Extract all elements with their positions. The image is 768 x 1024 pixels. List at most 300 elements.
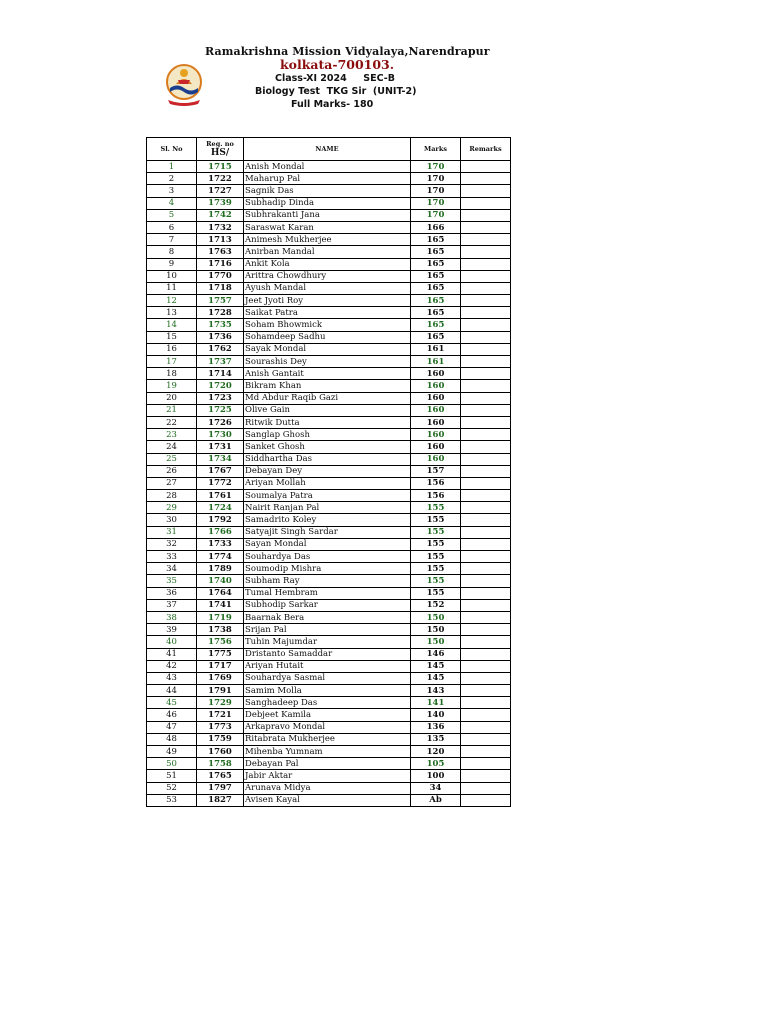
row-marks: 165 [411,270,461,282]
row-student-name: Srijan Pal [244,624,411,636]
row-remarks [461,246,511,258]
row-marks: 155 [411,563,461,575]
table-row [147,758,511,770]
row-student-name: Anish Mondal [244,161,411,173]
row-student-name: Sayak Mondal [244,343,411,355]
row-sl-number: 22 [147,416,197,428]
row-student-name: Dristanto Samaddar [244,648,411,660]
row-marks: 155 [411,538,461,550]
row-sl-number: 28 [147,490,197,502]
row-reg-number: 1726 [197,416,244,428]
row-reg-number: 1792 [197,514,244,526]
row-remarks [461,429,511,441]
row-remarks [461,209,511,221]
row-marks: 156 [411,477,461,489]
row-remarks [461,672,511,684]
table-row [147,624,511,636]
row-remarks [461,380,511,392]
table-row [147,392,511,404]
row-reg-number: 1728 [197,307,244,319]
row-sl-number: 8 [147,246,197,258]
row-student-name: Bikram Khan [244,380,411,392]
row-student-name: Subhrakanti Jana [244,209,411,221]
row-remarks [461,282,511,294]
row-remarks [461,319,511,331]
row-marks: 160 [411,404,461,416]
row-sl-number: 4 [147,197,197,209]
row-reg-number: 1773 [197,721,244,733]
row-student-name: Samadrito Koley [244,514,411,526]
row-remarks [461,685,511,697]
row-sl-number: 1 [147,161,197,173]
row-sl-number: 46 [147,709,197,721]
row-student-name: Subham Ray [244,575,411,587]
row-remarks [461,746,511,758]
row-remarks [461,356,511,368]
row-reg-number: 1725 [197,404,244,416]
table-row [147,270,511,282]
row-marks: 170 [411,185,461,197]
row-student-name: Satyajit Singh Sardar [244,526,411,538]
row-reg-number: 1717 [197,660,244,672]
row-reg-number: 1767 [197,465,244,477]
row-reg-number: 1729 [197,697,244,709]
row-sl-number: 32 [147,538,197,550]
row-reg-number: 1741 [197,599,244,611]
row-sl-number: 11 [147,282,197,294]
row-reg-number: 1740 [197,575,244,587]
row-reg-number: 1758 [197,758,244,770]
mission-emblem-icon [164,62,204,106]
row-remarks [461,453,511,465]
row-remarks [461,721,511,733]
table-row [147,221,511,233]
col-header-sl: Sl. No [147,138,197,161]
table-row [147,611,511,623]
row-reg-number: 1721 [197,709,244,721]
table-row [147,575,511,587]
row-sl-number: 35 [147,575,197,587]
table-body [147,161,511,807]
row-sl-number: 34 [147,563,197,575]
table-row [147,356,511,368]
row-reg-number: 1733 [197,538,244,550]
row-student-name: Maharup Pal [244,173,411,185]
row-sl-number: 3 [147,185,197,197]
row-remarks [461,502,511,514]
row-sl-number: 43 [147,672,197,684]
row-remarks [461,611,511,623]
row-marks: 140 [411,709,461,721]
row-remarks [461,636,511,648]
table-row [147,453,511,465]
row-marks: 160 [411,416,461,428]
table-row [147,721,511,733]
row-remarks [461,441,511,453]
row-sl-number: 31 [147,526,197,538]
row-sl-number: 30 [147,514,197,526]
row-student-name: Saraswat Karan [244,221,411,233]
row-sl-number: 53 [147,794,197,806]
row-marks: 160 [411,368,461,380]
row-marks: 141 [411,697,461,709]
row-marks: 155 [411,526,461,538]
col-header-reg [197,138,244,161]
row-student-name: Ariyan Hutait [244,660,411,672]
row-reg-number: 1742 [197,209,244,221]
table-row [147,161,511,173]
row-reg-number: 1791 [197,685,244,697]
table-row [147,197,511,209]
row-student-name: Soumodip Mishra [244,563,411,575]
row-sl-number: 2 [147,173,197,185]
table-row [147,465,511,477]
row-sl-number: 9 [147,258,197,270]
row-reg-number: 1739 [197,197,244,209]
row-remarks [461,526,511,538]
table-row [147,551,511,563]
table-row [147,246,511,258]
row-sl-number: 20 [147,392,197,404]
row-sl-number: 5 [147,209,197,221]
row-student-name: Subhadip Dinda [244,197,411,209]
row-sl-number: 23 [147,429,197,441]
row-remarks [461,270,511,282]
row-marks: 161 [411,343,461,355]
row-student-name: Arkapravo Mondal [244,721,411,733]
row-reg-number: 1732 [197,221,244,233]
row-reg-number: 1827 [197,794,244,806]
document-header [0,40,768,120]
row-reg-number: 1722 [197,173,244,185]
row-student-name: Sayan Mondal [244,538,411,550]
row-student-name: Sanglap Ghosh [244,429,411,441]
row-sl-number: 29 [147,502,197,514]
table-row [147,746,511,758]
row-student-name: Anirban Mandal [244,246,411,258]
row-remarks [461,307,511,319]
row-marks: 170 [411,173,461,185]
row-reg-number: 1756 [197,636,244,648]
row-remarks [461,563,511,575]
row-marks: Ab [411,794,461,806]
row-reg-number: 1719 [197,611,244,623]
row-sl-number: 13 [147,307,197,319]
row-marks: 157 [411,465,461,477]
table-row [147,563,511,575]
row-sl-number: 25 [147,453,197,465]
row-reg-number: 1714 [197,368,244,380]
row-remarks [461,465,511,477]
row-sl-number: 48 [147,733,197,745]
row-student-name: Siddhartha Das [244,453,411,465]
row-marks: 145 [411,660,461,672]
row-reg-number: 1720 [197,380,244,392]
table-row [147,343,511,355]
row-sl-number: 15 [147,331,197,343]
row-marks: 160 [411,441,461,453]
row-remarks [461,490,511,502]
table-row [147,514,511,526]
row-student-name: Sanghadeep Das [244,697,411,709]
row-marks: 100 [411,770,461,782]
col-header-name: NAME [244,138,411,161]
row-reg-number: 1759 [197,733,244,745]
row-student-name: Samim Molla [244,685,411,697]
row-sl-number: 19 [147,380,197,392]
row-student-name: Sagnik Das [244,185,411,197]
row-student-name: Olive Gain [244,404,411,416]
row-reg-number: 1738 [197,624,244,636]
row-reg-number: 1775 [197,648,244,660]
table-row [147,526,511,538]
row-remarks [461,331,511,343]
row-remarks [461,258,511,270]
row-marks: 150 [411,611,461,623]
table-row [147,234,511,246]
row-remarks [461,343,511,355]
row-sl-number: 45 [147,697,197,709]
table-row [147,477,511,489]
table-row [147,307,511,319]
table-row [147,209,511,221]
table-header-row [147,138,511,161]
row-marks: 152 [411,599,461,611]
row-student-name: Ritabrata Mukherjee [244,733,411,745]
row-marks: 156 [411,490,461,502]
row-remarks [461,368,511,380]
row-marks: 145 [411,672,461,684]
row-marks: 150 [411,624,461,636]
row-student-name: Ariyan Mollah [244,477,411,489]
marks-table [146,137,511,807]
row-student-name: Souhardya Das [244,551,411,563]
table-row [147,429,511,441]
row-marks: 160 [411,453,461,465]
row-sl-number: 33 [147,551,197,563]
row-sl-number: 24 [147,441,197,453]
row-student-name: Baarnak Bera [244,611,411,623]
row-remarks [461,660,511,672]
row-remarks [461,758,511,770]
row-marks: 160 [411,429,461,441]
row-marks: 165 [411,282,461,294]
row-marks: 165 [411,258,461,270]
row-reg-number: 1770 [197,270,244,282]
table-row [147,416,511,428]
row-reg-number: 1761 [197,490,244,502]
row-remarks [461,185,511,197]
table-row [147,672,511,684]
row-marks: 105 [411,758,461,770]
full-marks: Full Marks- 180 [291,99,374,110]
row-student-name: Debjeet Kamila [244,709,411,721]
row-sl-number: 12 [147,295,197,307]
row-reg-number: 1769 [197,672,244,684]
row-student-name: Arunava Midya [244,782,411,794]
row-sl-number: 26 [147,465,197,477]
row-student-name: Jeet Jyoti Roy [244,295,411,307]
row-sl-number: 27 [147,477,197,489]
row-sl-number: 38 [147,611,197,623]
row-sl-number: 40 [147,636,197,648]
row-student-name: Subhodip Sarkar [244,599,411,611]
table-row [147,685,511,697]
row-sl-number: 6 [147,221,197,233]
col-header-marks: Marks [411,138,461,161]
class-section: Class-XI 2024 SEC-B [275,73,395,84]
row-marks: 160 [411,380,461,392]
row-reg-number: 1797 [197,782,244,794]
row-remarks [461,575,511,587]
row-marks: 166 [411,221,461,233]
row-reg-number: 1730 [197,429,244,441]
row-remarks [461,538,511,550]
row-student-name: Sourashis Dey [244,356,411,368]
row-reg-number: 1734 [197,453,244,465]
table-row [147,441,511,453]
table-row [147,185,511,197]
row-marks: 135 [411,733,461,745]
table-row [147,380,511,392]
row-marks: 165 [411,331,461,343]
row-remarks [461,697,511,709]
row-marks: 150 [411,636,461,648]
row-remarks [461,197,511,209]
row-reg-number: 1764 [197,587,244,599]
row-remarks [461,599,511,611]
row-reg-number: 1735 [197,319,244,331]
row-remarks [461,514,511,526]
test-title: Biology Test TKG Sir (UNIT-2) [255,86,417,97]
row-remarks [461,624,511,636]
row-student-name: Debayan Dey [244,465,411,477]
row-remarks [461,173,511,185]
row-remarks [461,234,511,246]
row-reg-number: 1715 [197,161,244,173]
row-reg-number: 1713 [197,234,244,246]
row-remarks [461,770,511,782]
row-student-name: Debayan Pal [244,758,411,770]
table-row [147,599,511,611]
row-remarks [461,221,511,233]
table-row [147,636,511,648]
row-sl-number: 47 [147,721,197,733]
row-sl-number: 10 [147,270,197,282]
row-marks: 160 [411,392,461,404]
row-remarks [461,551,511,563]
row-marks: 143 [411,685,461,697]
row-reg-number: 1757 [197,295,244,307]
row-reg-number: 1724 [197,502,244,514]
table-row [147,587,511,599]
table-row [147,502,511,514]
row-marks: 165 [411,295,461,307]
row-sl-number: 18 [147,368,197,380]
row-student-name: Md Abdur Raqib Gazi [244,392,411,404]
school-city: kolkata-700103. [280,57,395,72]
row-reg-number: 1762 [197,343,244,355]
col-header-remarks: Remarks [461,138,511,161]
row-remarks [461,477,511,489]
table-row [147,258,511,270]
row-reg-number: 1718 [197,282,244,294]
row-sl-number: 50 [147,758,197,770]
row-student-name: Ayush Mandal [244,282,411,294]
table-row [147,282,511,294]
row-marks: 155 [411,575,461,587]
row-reg-number: 1789 [197,563,244,575]
row-student-name: Nairit Ranjan Pal [244,502,411,514]
row-marks: 165 [411,234,461,246]
row-student-name: Mihenba Yumnam [244,746,411,758]
row-sl-number: 21 [147,404,197,416]
row-remarks [461,416,511,428]
row-student-name: Anish Gantait [244,368,411,380]
row-reg-number: 1772 [197,477,244,489]
row-sl-number: 51 [147,770,197,782]
table-row [147,295,511,307]
row-reg-number: 1731 [197,441,244,453]
table-row [147,173,511,185]
row-student-name: Arittra Chowdhury [244,270,411,282]
row-sl-number: 41 [147,648,197,660]
row-student-name: Sohamdeep Sadhu [244,331,411,343]
row-student-name: Soham Bhowmick [244,319,411,331]
row-marks: 165 [411,319,461,331]
table-row [147,319,511,331]
row-remarks [461,709,511,721]
row-marks: 155 [411,551,461,563]
row-reg-number: 1766 [197,526,244,538]
row-remarks [461,587,511,599]
row-student-name: Jabir Aktar [244,770,411,782]
row-reg-number: 1774 [197,551,244,563]
row-sl-number: 49 [147,746,197,758]
row-reg-number: 1765 [197,770,244,782]
row-remarks [461,392,511,404]
table-row [147,794,511,806]
row-sl-number: 16 [147,343,197,355]
row-marks: 170 [411,197,461,209]
row-student-name: Soumalya Patra [244,490,411,502]
row-reg-number: 1727 [197,185,244,197]
row-remarks [461,782,511,794]
row-marks: 136 [411,721,461,733]
row-reg-number: 1723 [197,392,244,404]
row-marks: 165 [411,307,461,319]
row-marks: 165 [411,246,461,258]
row-student-name: Ankit Kola [244,258,411,270]
table-row [147,782,511,794]
row-marks: 161 [411,356,461,368]
table-row [147,490,511,502]
col-header-reg-top: Reg. no [206,140,234,148]
table-row [147,404,511,416]
row-sl-number: 7 [147,234,197,246]
row-remarks [461,733,511,745]
table-row [147,697,511,709]
row-reg-number: 1716 [197,258,244,270]
row-marks: 146 [411,648,461,660]
table-row [147,368,511,380]
row-marks: 170 [411,161,461,173]
row-reg-number: 1760 [197,746,244,758]
table-row [147,538,511,550]
school-name: Ramakrishna Mission Vidyalaya,Narendrapur [205,45,490,58]
table-row [147,660,511,672]
row-marks: 170 [411,209,461,221]
